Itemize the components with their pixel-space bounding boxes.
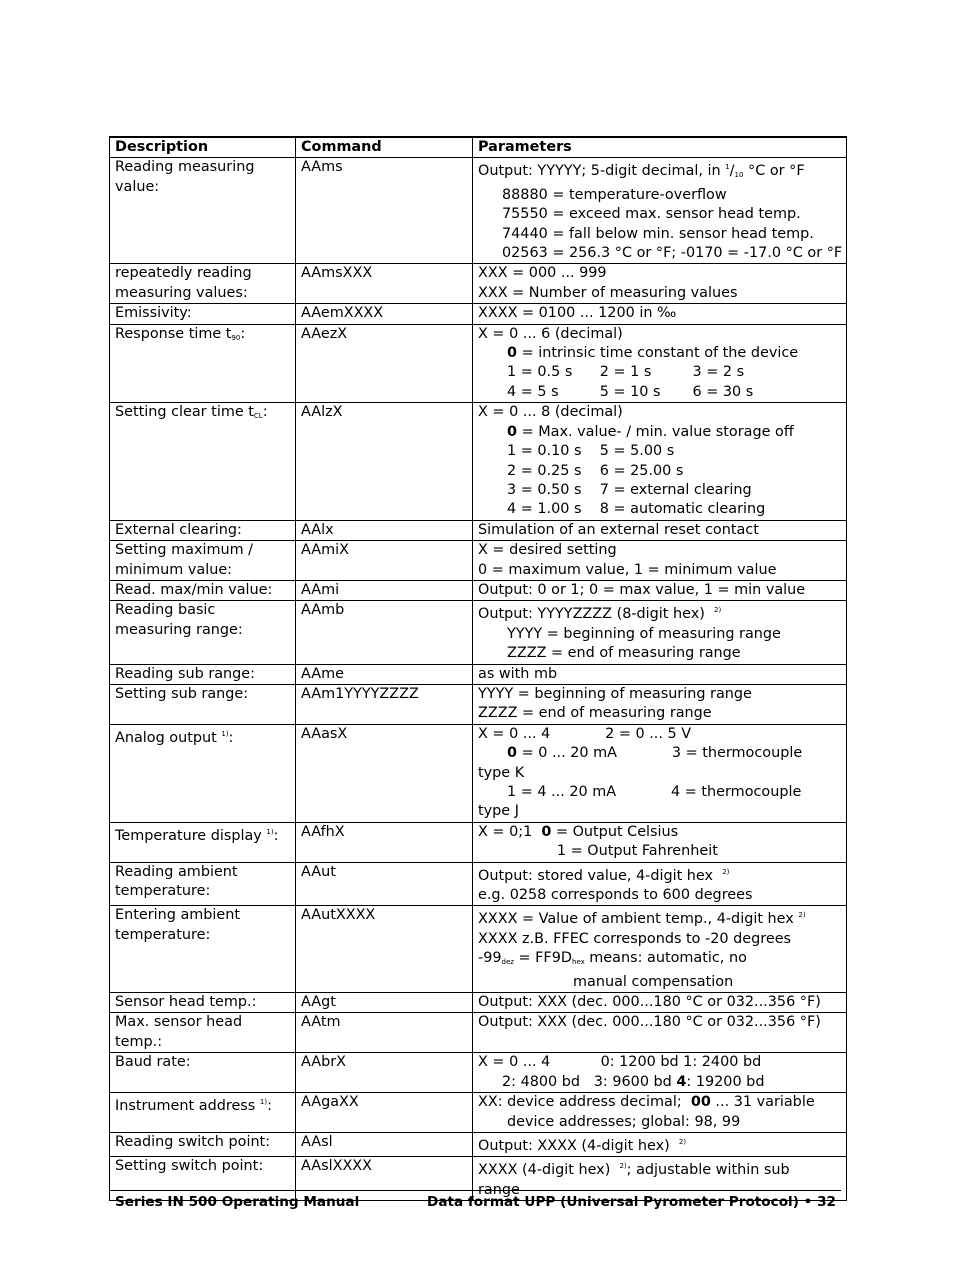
description-cell: Max. sensor head temp.: xyxy=(110,1013,296,1053)
command-cell: AAmb xyxy=(296,601,473,664)
parameters-cell: X = desired setting 0 = maximum value, 1 = minimum value xyxy=(473,541,847,581)
table-row xyxy=(110,304,847,324)
command-cell: AAmi xyxy=(296,580,473,600)
description-cell: Instrument address $^{1)}$: xyxy=(110,1093,296,1133)
command-cell: AAezX xyxy=(296,324,473,403)
table-row xyxy=(110,324,847,403)
table-row xyxy=(110,862,847,906)
parameters-cell: Output: YYYYZZZZ (8-digit hex) $^{2)}$ YYYY = beginning of measuring range ZZZZ = end of measuring range xyxy=(473,601,847,664)
footer-manual-title: Series IN 500 Operating Manual xyxy=(115,1194,360,1210)
table-row xyxy=(110,822,847,862)
command-cell: AAgt xyxy=(296,993,473,1013)
description-cell: Setting clear time $t_{CL}$: xyxy=(110,403,296,520)
header-description: Description xyxy=(110,137,296,158)
command-cell: AAut xyxy=(296,862,473,906)
description-cell: Reading basic measuring range: xyxy=(110,601,296,664)
parameters-cell: X = 0 ... 4 2 = 0 ... 5 V 0 = 0 ... 20 mA 3 = thermocouple type K 1 = 4 ... 20 mA 4 = thermocouple type J xyxy=(473,724,847,822)
command-cell: AAbrX xyxy=(296,1053,473,1093)
description-cell: Read. max/min value: xyxy=(110,580,296,600)
description-cell: Baud rate: xyxy=(110,1053,296,1093)
table-row xyxy=(110,1053,847,1093)
footer-section-page: Data format UPP (Universal Pyrometer Protocol) • 32 xyxy=(427,1194,836,1210)
parameters-cell: XXXX = Value of ambient temp., 4-digit hex $^{2)}$ XXXX z.B. FFEC corresponds to -20 degrees $-99_{dez} = FF9D_{hex}$ means: automatic, no manual compensation xyxy=(473,906,847,993)
description-cell: Reading measuring value: xyxy=(110,158,296,264)
table-row xyxy=(110,264,847,304)
table-row xyxy=(110,580,847,600)
description-cell: Setting maximum / minimum value: xyxy=(110,541,296,581)
parameters-cell: X = 0 ... 8 (decimal) 0 = Max. value- / min. value storage off 1 = 0.10 s 5 = 5.00 s 2 = 0.25 s 6 = 25.00 s 3 = 0.50 s 7 = external clearing 4 = 1.00 s 8 = automatic clearing xyxy=(473,403,847,520)
table-row xyxy=(110,1013,847,1053)
description-cell: Reading ambient temperature: xyxy=(110,862,296,906)
description-cell: Sensor head temp.: xyxy=(110,993,296,1013)
parameters-cell: Output: stored value, 4-digit hex $^{2)}$ e.g. 0258 corresponds to 600 degrees xyxy=(473,862,847,906)
description-cell: Emissivity: xyxy=(110,304,296,324)
parameters-cell: X = 0;1 0 = Output Celsius 1 = Output Fahrenheit xyxy=(473,822,847,862)
command-cell: AAsl xyxy=(296,1132,473,1156)
description-cell: Reading switch point: xyxy=(110,1132,296,1156)
table-row xyxy=(110,724,847,822)
table-row xyxy=(110,541,847,581)
description-cell: External clearing: xyxy=(110,520,296,540)
parameters-cell: YYYY = beginning of measuring range ZZZZ = end of measuring range xyxy=(473,684,847,724)
command-cell: AAemXXXX xyxy=(296,304,473,324)
table-row xyxy=(110,158,847,264)
description-cell: Entering ambient temperature: xyxy=(110,906,296,993)
table-row xyxy=(110,403,847,520)
command-cell: AAme xyxy=(296,664,473,684)
command-cell: AAlx xyxy=(296,520,473,540)
parameters-cell: Output: 0 or 1; 0 = max value, 1 = min value xyxy=(473,580,847,600)
description-cell: Temperature display $^{1)}$: xyxy=(110,822,296,862)
table-row xyxy=(110,684,847,724)
table-row xyxy=(110,601,847,664)
parameters-cell: XXXX = 0100 ... 1200 in ‰ xyxy=(473,304,847,324)
header-command: Command xyxy=(296,137,473,158)
table-row xyxy=(110,906,847,993)
parameters-cell: as with mb xyxy=(473,664,847,684)
parameters-cell: Simulation of an external reset contact xyxy=(473,520,847,540)
parameters-cell: X = 0 ... 6 (decimal) 0 = intrinsic time constant of the device 1 = 0.5 s 2 = 1 s 3 = 2 s 4 = 5 s 5 = 10 s 6 = 30 s xyxy=(473,324,847,403)
header-parameters: Parameters xyxy=(473,137,847,158)
table-header-row xyxy=(110,137,847,158)
command-cell: AAgaXX xyxy=(296,1093,473,1133)
command-cell: AAlzX xyxy=(296,403,473,520)
parameters-cell: XX: device address decimal; 00 ... 31 variable device addresses; global: 98, 99 xyxy=(473,1093,847,1133)
description-cell: Analog output $^{1)}$: xyxy=(110,724,296,822)
command-cell: AAmsXXX xyxy=(296,264,473,304)
parameters-cell: X = 0 ... 4 0: 1200 bd 1: 2400 bd 2: 4800 bd 3: 9600 bd 4: 19200 bd xyxy=(473,1053,847,1093)
command-cell: AAutXXXX xyxy=(296,906,473,993)
command-table xyxy=(109,136,847,1201)
parameters-cell: Output: XXXX (4-digit hex) $^{2)}$ xyxy=(473,1132,847,1156)
description-cell: repeatedly reading measuring values: xyxy=(110,264,296,304)
command-cell: AAms xyxy=(296,158,473,264)
parameters-cell: Output: YYYYY; 5-digit decimal, in $^1/_{10}$ °C or °F 88880 = temperature-overflow 75550 = exceed max. sensor head temp. 74440 = fall below min. sensor head temp. 02563 = 256.3 °C or °F; -0170 = -17.0 °C or °F xyxy=(473,158,847,264)
description-cell: Reading sub range: xyxy=(110,664,296,684)
footer-divider xyxy=(109,1190,841,1191)
command-cell: AAfhX xyxy=(296,822,473,862)
parameters-cell: XXX = 000 ... 999 XXX = Number of measuring values xyxy=(473,264,847,304)
table-row xyxy=(110,1132,847,1156)
parameters-cell: Output: XXX (dec. 000...180 °C or 032...356 °F) xyxy=(473,993,847,1013)
command-cell: AAasX xyxy=(296,724,473,822)
table-row xyxy=(110,520,847,540)
table-row xyxy=(110,664,847,684)
parameters-cell: Output: XXX (dec. 000...180 °C or 032...356 °F) xyxy=(473,1013,847,1053)
command-cell: AAslXXXX xyxy=(296,1157,473,1201)
description-cell: Setting switch point: xyxy=(110,1157,296,1201)
parameters-cell: XXXX (4-digit hex) $^{2)}$; adjustable within sub range xyxy=(473,1157,847,1201)
table-row xyxy=(110,1093,847,1133)
command-cell: AAm1YYYYZZZZ xyxy=(296,684,473,724)
command-cell: AAtm xyxy=(296,1013,473,1053)
table-row xyxy=(110,993,847,1013)
description-cell: Response time $t_{90}$: xyxy=(110,324,296,403)
description-cell: Setting sub range: xyxy=(110,684,296,724)
command-cell: AAmiX xyxy=(296,541,473,581)
